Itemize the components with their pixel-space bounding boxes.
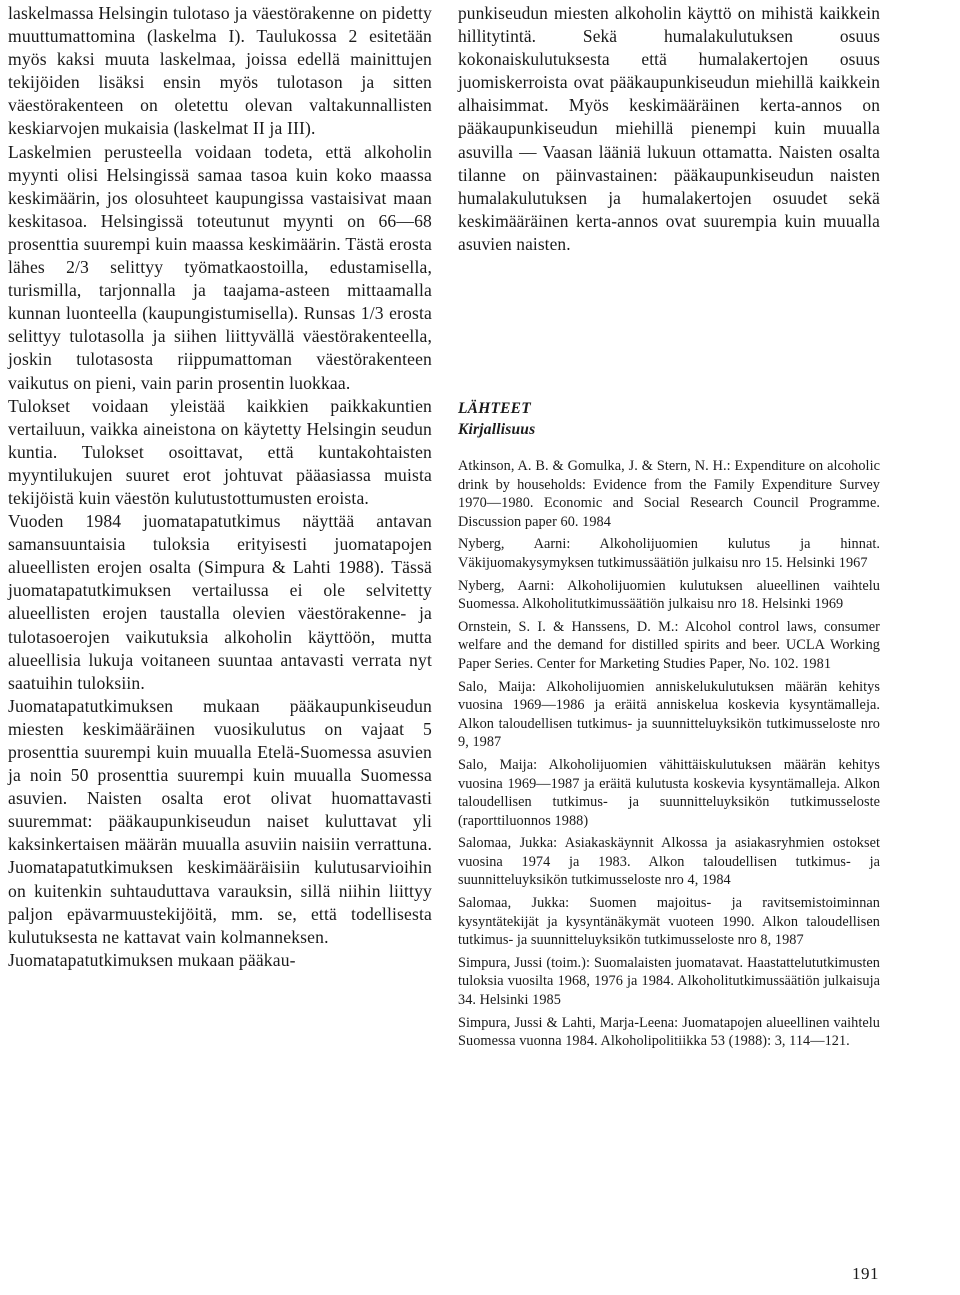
references-heading: LÄHTEET — [458, 400, 531, 417]
paragraph-right-continuation: punkiseudun miesten alkoholin käyttö on mihistä kaikkein hillitytintä. Sekä humalakulutuksen osuus kokonaiskulutuksesta että humalakertojen osuus juomiskerroista ovat pääkaupunkiseudun miehillä kaikkein alhaisimmat. Myös keskimääräinen kerta-annos on pääkaupunkiseudun miehillä pienempi kuin muualla asuvilla — Vaasan lääniä lukuun ottamatta. Naisten osalta tilanne on päinvastainen: pääkaupunkiseudun naisten humalakulutuksen ja humalakertojen osuudet sekä keskimääräinen kerta-annos ovat suurempia kuin muualla asuvien naisten. — [458, 3, 880, 254]
reference-item: Simpura, Jussi (toim.): Suomalaisten juomatavat. Haastattelututkimusten tuloksia vuosilta 1968, 1976 ja 1984. Alkoholitutkimussäätiön julkaisuja 34. Helsinki 1985 — [458, 954, 880, 1009]
references-heading-block — [458, 398, 535, 440]
paragraph-calculations: Laskelmien perusteella voidaan todeta, että alkoholin myynti olisi Helsingissä samaa tasoa kuin koko maassa keskimäärin, jos olosuhteet kaupungissa vastaisivat maan keskitasoa. Helsingissä toteutunut myynti on 66—68 prosenttia suurempi kuin maassa keskimäärin. Tästä erosta lähes 2/3 selittyy työmatkaostoilla, edustamisella, turismilla, tarjonnalla ja taajama-asteen mittaamalla kunnan luonteella (kaupungistumisella). Runsas 1/3 erosta selittyy tulotasolla ja siihen liittyvällä väestörakenteella, joskin tulotasosta riippumattoman väestörakenteen vaikutus on pieni, vain parin prosentin luokkaa. — [8, 141, 432, 393]
reference-list — [458, 457, 880, 1055]
page-number: 191 — [852, 1264, 879, 1283]
paragraph-survey-consumption: Juomatapatutkimuksen mukaan pääkaupunkiseudun miesten keskimääräinen vuosikulutus on vajaat 5 prosenttia suurempi kuin muualla Etelä-Suomessa asuvien ja noin 50 prosenttia suurempi kuin muualla Suomessa asuvien. Naisten osalta erot olivat huomattavasti suuremmat: pääkaupunkiseudun naiset kuluttavat yli kaksinkertaisen määrän muualla asuviin naisiin verrattuna. Juomatapatutkimuksen keskimääräisiin kulutusarvioihin on kuitenkin suhtauduttava varauksin, sillä niihin liittyy paljon epävarmuustekijöitä, mm. se, että todellisesta kulutuksesta ne kattavat vain kolmanneksen. — [8, 695, 432, 947]
right-column — [458, 2, 880, 256]
reference-item: Salo, Maija: Alkoholijuomien vähittäiskulutuksen määrän kehitys vuosina 1969—1987 ja eräitä kulutusta koskevia kysyntämalleja. Alkon taloudellisen tutkimus- ja suunnitteluyksikön tutkimusseloste (raporttiluonnos 1988) — [458, 756, 880, 829]
references-subheading: Kirjallisuus — [458, 421, 536, 438]
reference-item: Salo, Maija: Alkoholijuomien anniskelukulutuksen määrän kehitys vuosina 1969—1986 ja eräitä anniskelua koskevia kysyntämalleja. Alkon taloudellisen tutkimus- ja suunnitteluyksikön tutkimusseloste nro 9, 1987 — [458, 678, 880, 751]
reference-item: Nyberg, Aarni: Alkoholijuomien kulutuksen alueellinen vaihtelu Suomessa. Alkoholitutkimussäätiön julkaisu nro 18. Helsinki 1969 — [458, 577, 880, 613]
reference-item: Ornstein, S. I. & Hanssens, D. M.: Alcohol control laws, consumer welfare and the demand for distilled spirits and beer. UCLA Working Paper Series. Center for Marketing Studies Paper, No. 102. 1981 — [458, 618, 880, 672]
reference-item: Salomaa, Jukka: Suomen majoitus- ja ravitsemistoiminnan kysyntätekijät ja kysyntänäkymät vuoteen 1990. Alkon taloudellisen tutkimus- ja suunnitteluyksikön tutkimusseloste nro 8, 1987 — [458, 895, 880, 949]
left-column — [8, 2, 432, 972]
paragraph-survey-1984: Vuoden 1984 juomatapatutkimus näyttää antavan samansuuntaisia tuloksia erityisesti juomatapojen alueellisten erojen osalta (Simpura & Lahti 1988). Tässä juomatapatutkimuksen vertailussa ei ole selvitetty alueellisten erojen taustalla olevien väestörakenne- ja tulotasoerojen vaikutuksia alkoholin käyttöön, mutta alueellisia lukuja voitaneen suuntaa antavasti verrata nyt saatuihin tuloksiin. — [8, 511, 432, 693]
paragraph-generalization: Tulokset voidaan yleistää kaikkien paikkakuntien vertailuun, vaikka aineistona on käytetty Helsingin seudun kuntia. Tulokset osoittavat, että kuntakohtaisten myyntilukujen suuret erot johtuvat pääasiassa muista tekijöistä kuin väestön kulutustottumusten eroista. — [8, 395, 432, 508]
reference-item: Atkinson, A. B. & Gomulka, J. & Stern, N. H.: Expenditure on alcoholic drink by households: Evidence from the Family Expenditure Survey 1970—1980. Economic and Social Research Council Programme. Discussion paper 60. 1984 — [458, 458, 880, 530]
reference-item: Salomaa, Jukka: Asiakaskäynnit Alkossa ja asiakasryhmien ostokset vuosina 1974 ja 1983. Alkon taloudellisen tutkimus- ja suunnitteluyksikön tutkimusseloste nro 4, 1984 — [458, 835, 880, 889]
paragraph-continuation: laskelmassa Helsingin tulotaso ja väestörakenne on pidetty muuttumattomina (laskelma I). Taulukossa 2 esitetään myös kaksi muuta laskelmaa, joissa edellä mainittujen tekijöiden lisäksi ensin myös tulotason ja sitten väestörakenteen on oletettu olevan valtakunnallisten keskiarvojen mukaisia (laskelmat II ja III). — [8, 3, 432, 139]
reference-item: Nyberg, Aarni: Alkoholijuomien kulutus ja hinnat. Väkijuomakysymyksen tutkimussäätiön julkaisu nro 15. Helsinki 1967 — [458, 536, 880, 571]
paragraph-survey-continued: Juomatapatutkimuksen mukaan pääkau- — [8, 949, 296, 970]
reference-item: Simpura, Jussi & Lahti, Marja-Leena: Juomatapojen alueellinen vaihtelu Suomessa vuonna 1984. Alkoholipolitiikka 53 (1988): 3, 114—121. — [458, 1014, 880, 1050]
